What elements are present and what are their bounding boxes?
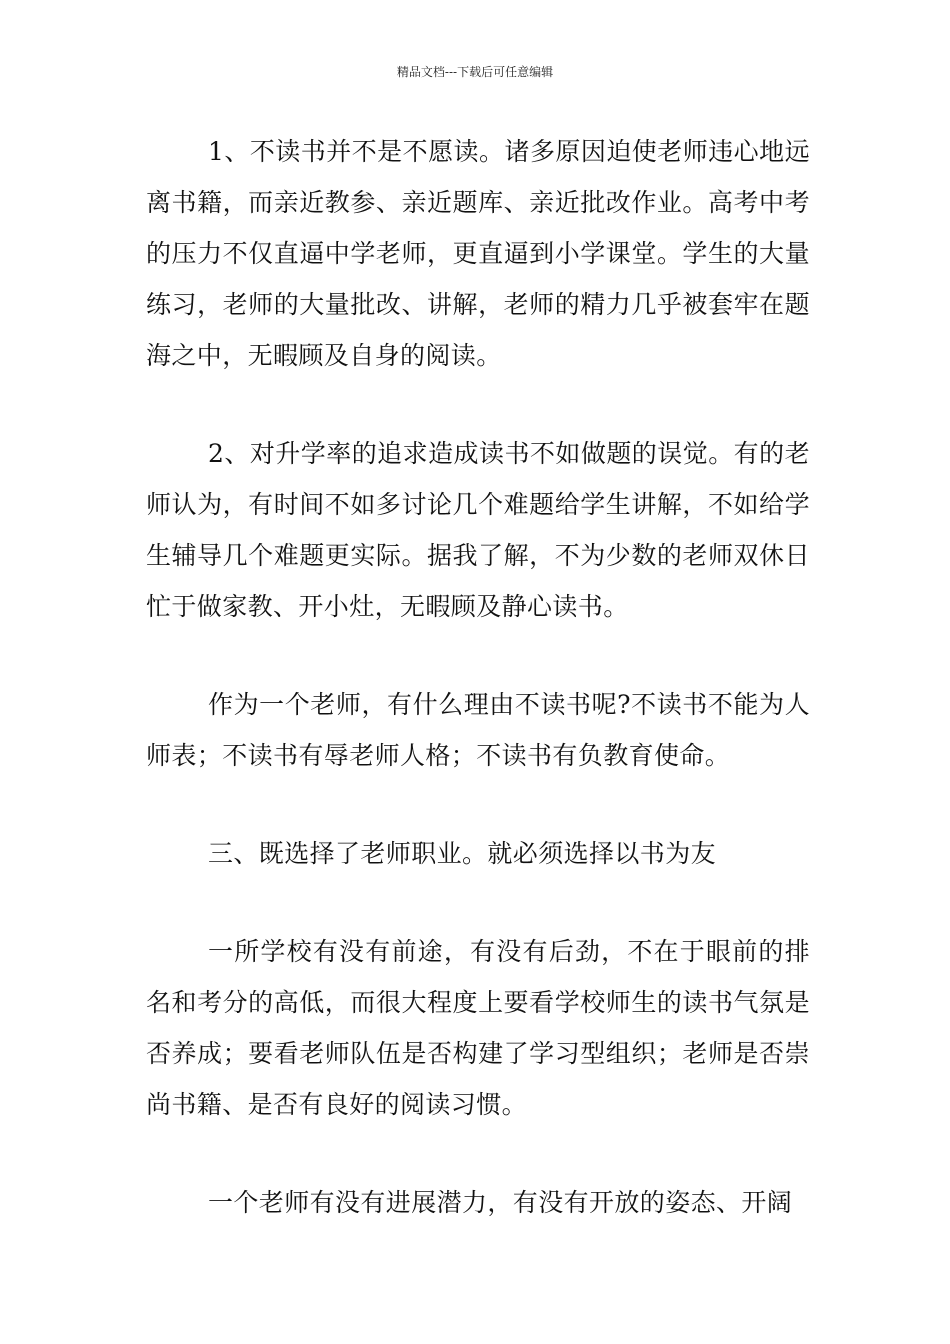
paragraph-gap (146, 632, 810, 679)
paragraph-4: 一所学校有没有前途，有没有后劲，不在于眼前的排名和考分的高低，而很大程度上要看学校师生的读书气氛是否养成；要看老师队伍是否构建了学习型组织；老师是否崇尚书籍、是否有良好的阅读习惯。 (146, 937, 810, 1119)
page-header: 精品文档---下载后可任意编辑 (396, 65, 554, 79)
paragraph-2: 2、对升学率的追求造成读书不如做题的误觉。有的老师认为，有时间不如多讨论几个难题给学生讲解，不如给学生辅导几个难题更实际。据我了解，不为少数的老师双休日忙于做家教、开小灶，无暇顾及静心读书。 (146, 439, 810, 621)
paragraph-1: 1、不读书并不是不愿读。诸多原因迫使老师违心地远离书籍，而亲近教参、亲近题库、亲近批改作业。高考中考的压力不仅直逼中学老师，更直逼到小学课堂。学生的大量练习，老师的大量批改、讲解，老师的精力几乎被套牢在题海之中，无暇顾及自身的阅读。 (146, 137, 810, 370)
paragraph-3: 作为一个老师，有什么理由不读书呢?不读书不能为人师表；不读书有辱老师人格；不读书有负教育使命。 (146, 690, 810, 770)
paragraph-gap (146, 381, 810, 428)
paragraph-gap (146, 1130, 810, 1177)
paragraph-5: 一个老师有没有进展潜力，有没有开放的姿态、开阔 (208, 1188, 793, 1217)
section-heading: 三、既选择了老师职业。就必须选择以书为友 (208, 839, 717, 868)
paragraph-gap (146, 781, 810, 828)
paragraph-gap (146, 879, 810, 926)
document-body (146, 126, 810, 1228)
